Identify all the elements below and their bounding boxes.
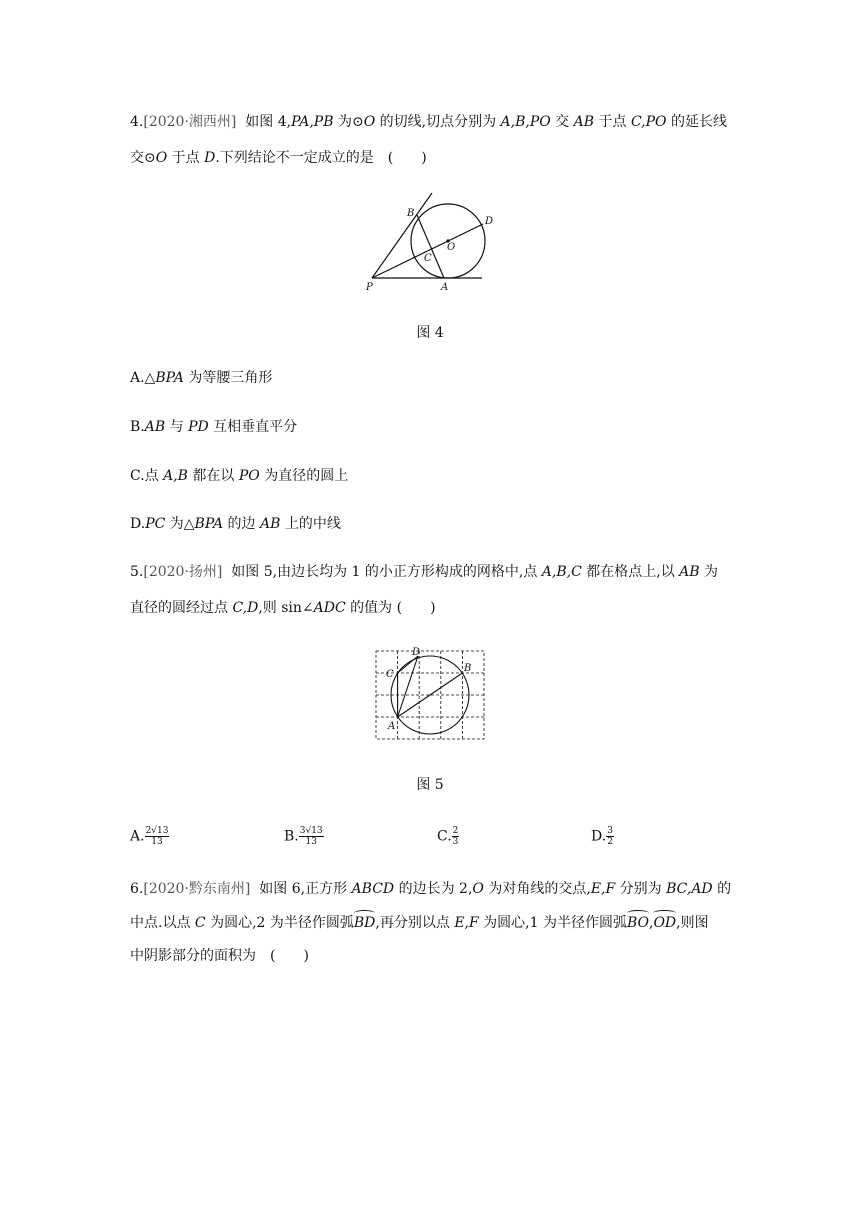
q6-source: [2020·黔东南州] xyxy=(143,881,251,897)
fig4-label-c: C xyxy=(424,253,432,264)
q4-number: 4. xyxy=(130,114,144,130)
option-text: 都在以 xyxy=(187,468,239,484)
q5-line-1 xyxy=(130,562,718,582)
q4-text: 交⊙ xyxy=(130,150,156,166)
fraction-denominator: 3 xyxy=(452,837,459,847)
q6-text: 如图 6,正方形 xyxy=(259,881,352,897)
fraction-numerator: 3√13 xyxy=(299,826,323,836)
fraction-numerator: 3 xyxy=(607,826,613,836)
figure-4 xyxy=(360,188,500,298)
fig4-label-d: D xyxy=(485,216,494,227)
q4-math: PA,PB xyxy=(291,114,334,130)
fig4-label-o: O xyxy=(447,242,456,253)
fraction-denominator: 2 xyxy=(607,837,613,847)
q6-math: E,F xyxy=(590,881,616,897)
fig5-label-c: C xyxy=(386,669,394,680)
fig4-tangent-pb xyxy=(372,193,432,278)
q4-source: [2020·湘西州] xyxy=(143,114,237,130)
q5-option-c[interactable] xyxy=(437,826,459,847)
fig5-label-d: D xyxy=(412,647,421,658)
fig4-label-b: B xyxy=(407,208,415,219)
q4-text: 交 xyxy=(550,114,574,130)
q4-text: 如图 4, xyxy=(245,114,292,130)
q4-line-2 xyxy=(130,148,427,168)
q4-math: AB xyxy=(573,114,595,130)
figure-4-caption: 图 4 xyxy=(416,325,444,341)
figure-5 xyxy=(370,645,490,745)
q4-text: 的切线,切点分别为 xyxy=(375,114,501,130)
q4-math: A,B,PO xyxy=(500,114,551,130)
q5-option-a[interactable] xyxy=(130,826,169,847)
option-text: 为△ xyxy=(165,516,195,532)
q6-text: 的 xyxy=(712,881,732,897)
q6-text: , xyxy=(649,915,654,931)
option-math: BPA xyxy=(155,370,184,386)
q5-text: 如图 5,由边长均为 1 的小正方形构成的网格中,点 xyxy=(231,564,542,580)
option-fraction xyxy=(606,826,614,847)
option-text: 互相垂直平分 xyxy=(208,419,298,435)
q4-math: D xyxy=(204,150,216,166)
q4-math: C,PO xyxy=(630,114,667,130)
q5-text: 为 xyxy=(699,564,719,580)
q6-math: E,F xyxy=(454,915,479,931)
fig4-line-pd xyxy=(372,224,483,278)
option-fraction xyxy=(452,826,460,847)
option-text: 为直径的圆上 xyxy=(259,468,349,484)
q5-text: 都在格点上,以 xyxy=(581,564,680,580)
fig5-label-a: A xyxy=(388,721,396,732)
q6-arc-bd: BD xyxy=(353,915,376,931)
q4-text: 于点 xyxy=(594,114,631,130)
option-math: AB xyxy=(144,419,166,435)
q6-text: 为圆心,2 为半径作圆弧 xyxy=(205,915,354,931)
option-label: B. xyxy=(284,828,299,845)
fig4-label-a: A xyxy=(441,282,449,293)
q5-text: 直径的圆经过点 xyxy=(130,600,233,616)
option-text: 为等腰三角形 xyxy=(183,370,273,386)
q6-arc-od: OD xyxy=(653,915,677,931)
q4-option-a[interactable] xyxy=(130,368,272,388)
q6-number: 6. xyxy=(130,881,144,897)
option-text: D. xyxy=(130,516,146,532)
q5-source: [2020·扬州] xyxy=(143,564,223,580)
fraction-numerator: 2 xyxy=(452,826,459,836)
q5-math: ADC xyxy=(313,600,346,616)
option-math: BPA xyxy=(194,516,224,532)
q6-line-1 xyxy=(130,879,731,899)
q6-text: ,则图 xyxy=(676,915,709,931)
q6-text: 的边长为 2, xyxy=(394,881,473,897)
option-math: PD xyxy=(188,419,209,435)
q4-option-b[interactable] xyxy=(130,417,297,437)
q4-text: 于点 xyxy=(167,150,205,166)
q5-line-2 xyxy=(130,598,436,618)
fig4-label-p: P xyxy=(366,282,373,293)
option-text: C.点 xyxy=(130,468,164,484)
q4-math: O xyxy=(363,114,376,130)
q6-line-3 xyxy=(130,946,309,966)
q5-option-d[interactable] xyxy=(591,826,614,847)
q4-option-c[interactable] xyxy=(130,466,348,486)
fraction-numerator: 2√13 xyxy=(145,826,169,836)
q5-math: C,D xyxy=(232,600,259,616)
option-math: AB xyxy=(260,516,281,532)
q6-text: 分别为 xyxy=(615,881,667,897)
q6-arc-bo: BO xyxy=(626,915,649,931)
fig5-label-b: B xyxy=(464,663,472,674)
q5-number: 5. xyxy=(130,564,144,580)
fraction-denominator: 13 xyxy=(151,837,163,847)
q6-math: O xyxy=(472,881,484,897)
option-text: B. xyxy=(130,419,145,435)
option-text: A.△ xyxy=(130,370,156,386)
q6-math: C xyxy=(194,915,206,931)
q5-text: ,则 sin∠ xyxy=(258,600,314,616)
q5-math: AB xyxy=(679,564,700,580)
q6-text: 中阴影部分的面积为 ( ) xyxy=(130,948,309,964)
option-text: 上的中线 xyxy=(280,516,341,532)
option-text: 的边 xyxy=(223,516,260,532)
q6-math: BC,AD xyxy=(666,881,713,897)
q5-math: A,B,C xyxy=(541,564,582,580)
q6-text: 中点.以点 xyxy=(130,915,195,931)
q5-text: 的值为 ( ) xyxy=(345,600,436,616)
option-text: 与 xyxy=(165,419,189,435)
option-math: A,B xyxy=(163,468,188,484)
q6-text: 为圆心,1 为半径作圆弧 xyxy=(478,915,627,931)
q4-text: 的延长线 xyxy=(666,114,727,130)
q5-option-b[interactable] xyxy=(284,826,324,847)
option-fraction xyxy=(299,826,324,847)
option-label: A. xyxy=(130,828,145,845)
q6-text: 为对角线的交点, xyxy=(483,881,591,897)
q6-math: ABCD xyxy=(351,881,395,897)
option-math: PC xyxy=(145,516,166,532)
option-fraction xyxy=(145,826,170,847)
fig4-chord-ab xyxy=(417,215,444,278)
q4-line-1 xyxy=(130,112,727,132)
fraction-denominator: 13 xyxy=(305,837,317,847)
option-label: C. xyxy=(437,828,452,845)
q4-option-d[interactable] xyxy=(130,514,341,534)
option-label: D. xyxy=(591,828,607,845)
q4-text: 为⊙ xyxy=(333,114,364,130)
q4-text: .下列结论不一定成立的是 ( ) xyxy=(215,150,427,166)
option-math: PO xyxy=(238,468,260,484)
q6-text: ,再分别以点 xyxy=(375,915,455,931)
q4-math: O xyxy=(155,150,168,166)
figure-5-caption: 图 5 xyxy=(416,777,444,793)
q6-line-2 xyxy=(130,913,709,933)
